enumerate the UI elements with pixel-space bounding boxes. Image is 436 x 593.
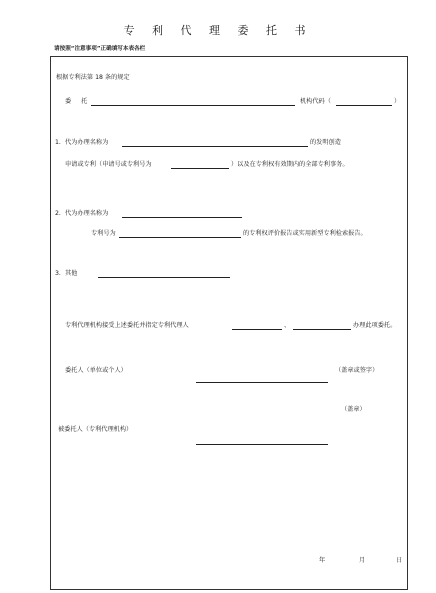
agent-label: 被委托人（专利代理机构）	[58, 426, 133, 433]
item1-invention-name-field[interactable]	[122, 146, 308, 147]
acceptance-suffix: 办理此项委托。	[353, 322, 397, 329]
instruction-note: 请按照“注意事项”正确填写本表各栏	[54, 46, 146, 52]
item2-prefix: 代为办理名称为	[65, 210, 109, 217]
item1-application-number-field[interactable]	[171, 168, 229, 169]
preamble-text: 根据专利法第 18 条的规定	[56, 74, 130, 81]
item3-number: 3.	[55, 270, 61, 277]
date-month: 月	[359, 557, 366, 564]
page-title: 专 利 代 理 委 托 书	[123, 24, 313, 37]
acceptance-separator: 、	[284, 322, 291, 329]
agent-stamp-note: （盖章）	[341, 406, 366, 413]
item1-number: 1.	[55, 139, 61, 146]
acceptance-prefix: 专利代理机构接受上述委托并指定专利代理人	[65, 322, 189, 329]
item1-line2-prefix: 申请或专利（申请号或专利号为	[65, 161, 152, 168]
date-year: 年	[319, 557, 326, 564]
client-label: 委 托	[65, 98, 92, 105]
client-name-field[interactable]	[91, 105, 295, 106]
item2-patent-number-field[interactable]	[119, 237, 241, 238]
item1-suffix: 的发明创造	[310, 139, 341, 146]
org-code-close: ）	[394, 98, 401, 105]
item2-line2-suffix: 的专利权评价报告或实用新型专利检索报告。	[243, 230, 367, 237]
principal-signature-field[interactable]	[196, 382, 328, 383]
form-frame	[50, 56, 408, 590]
item2-line2-prefix: 专利号为	[91, 230, 116, 237]
agent2-field[interactable]	[293, 329, 351, 330]
agent1-field[interactable]	[232, 329, 282, 330]
org-code-label: 机构代码（	[300, 98, 331, 105]
item1-prefix: 代为办理名称为	[65, 139, 109, 146]
agent-signature-field[interactable]	[196, 444, 328, 445]
item2-number: 2.	[55, 210, 61, 217]
principal-label: 委托人（单位或个人）	[65, 367, 127, 374]
principal-stamp-note: （盖章或签字）	[335, 367, 379, 374]
item2-name-field[interactable]	[122, 217, 242, 218]
date-day: 日	[396, 557, 403, 564]
org-code-field[interactable]	[336, 105, 392, 106]
item3-label: 其他	[65, 270, 78, 277]
item1-line2-suffix: ）以及在专利权有效期内的全部专利事务。	[231, 161, 349, 168]
item3-other-field[interactable]	[98, 277, 230, 278]
